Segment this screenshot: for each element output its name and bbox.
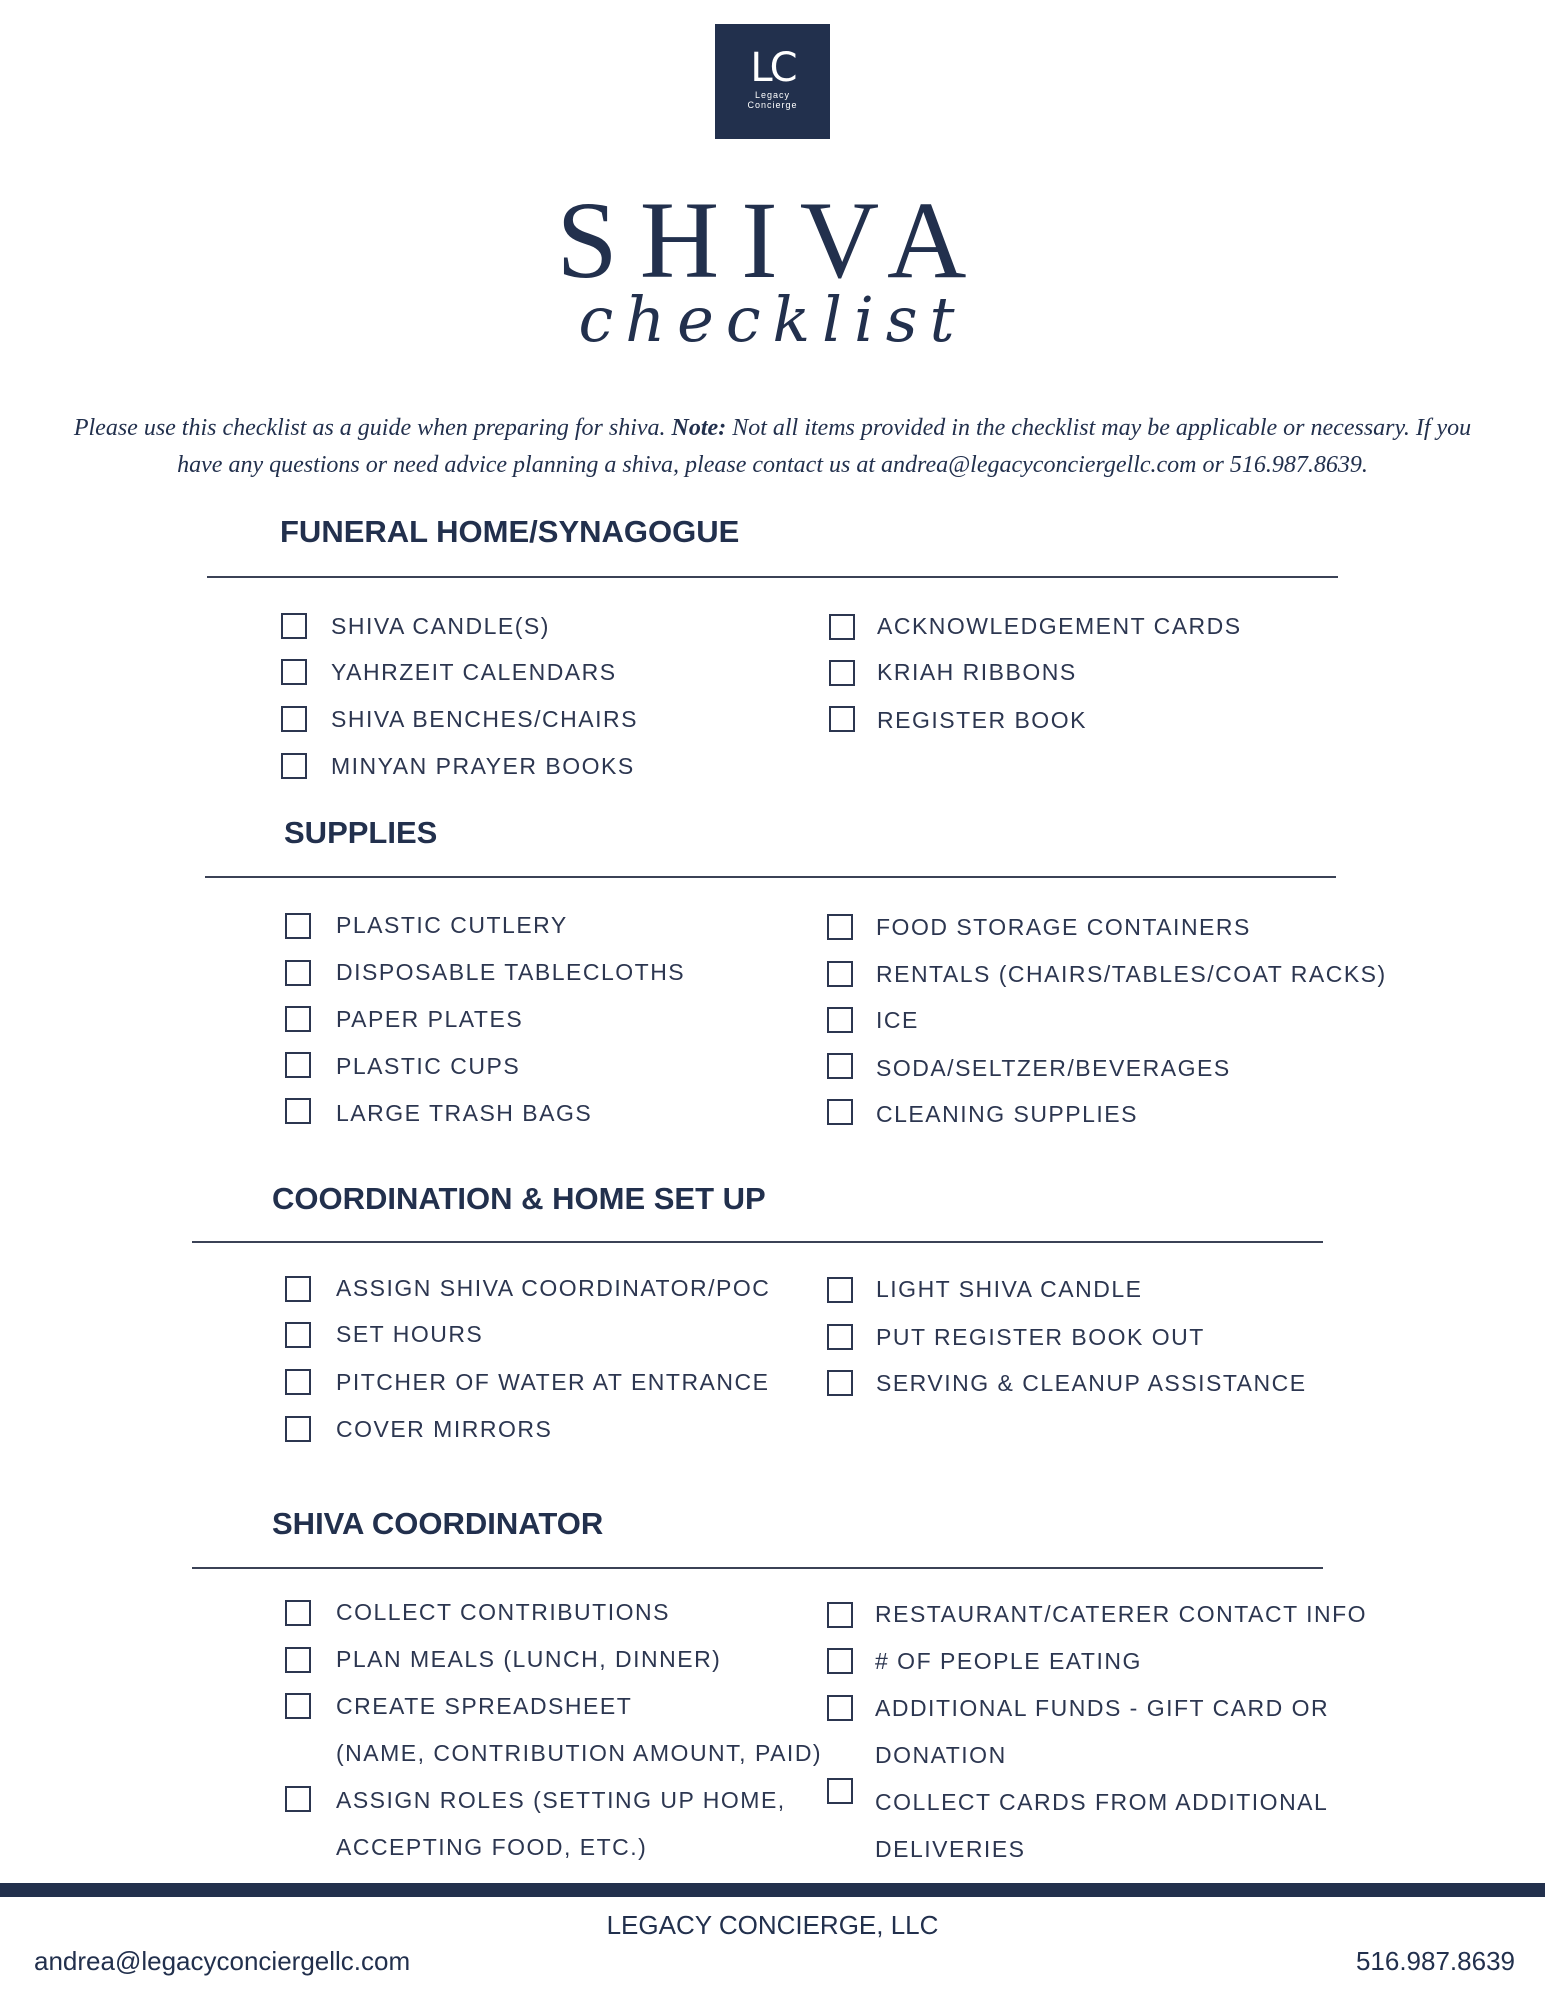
checklist-item: LARGE TRASH BAGS (336, 1100, 593, 1126)
logo (715, 24, 830, 139)
checkbox[interactable] (285, 1098, 311, 1124)
checklist-item: ICE (876, 1007, 919, 1033)
footer-email[interactable]: andrea@legacyconciergellc.com (34, 1946, 411, 1976)
section-title-coordinator: SHIVA COORDINATOR (272, 1506, 604, 1541)
checkbox[interactable] (285, 1693, 311, 1719)
checkbox[interactable] (829, 614, 855, 640)
section-title-coordination: COORDINATION & HOME SET UP (272, 1181, 766, 1216)
checkbox[interactable] (285, 913, 311, 939)
checkbox[interactable] (829, 706, 855, 732)
intro-part2: Not all items provided in the checklist may be applicable or necessary. If you have any questions or need advice planning a shiva, please contact us at andrea@legacyconciergellc.com or 516.987.8639. (177, 415, 1472, 478)
intro-part1: Please use this checklist as a guide when preparing for shiva. (73, 415, 672, 441)
logo-monogram: LC (750, 45, 795, 91)
checklist-item: SHIVA CANDLE(S) (331, 613, 550, 639)
checklist-item: RENTALS (CHAIRS/TABLES/COAT RACKS) (876, 961, 1387, 987)
section-title-supplies: SUPPLIES (284, 815, 438, 850)
section-divider (207, 576, 1338, 578)
logo-line1: Legacy (754, 90, 791, 100)
checkbox[interactable] (827, 1277, 853, 1303)
checkbox[interactable] (285, 1369, 311, 1395)
section-title-funeral: FUNERAL HOME/SYNAGOGUE (280, 514, 740, 549)
checklist-item: SHIVA BENCHES/CHAIRS (331, 706, 638, 732)
section-divider (192, 1241, 1323, 1243)
checklist-item-continuation: ACCEPTING FOOD, ETC.) (336, 1834, 648, 1860)
checkbox[interactable] (281, 613, 307, 639)
checkbox[interactable] (827, 961, 853, 987)
footer-bar (0, 1883, 1545, 1897)
checklist-item: YAHRZEIT CALENDARS (331, 659, 617, 685)
checkbox[interactable] (827, 914, 853, 940)
checkbox[interactable] (285, 1052, 311, 1078)
checkbox[interactable] (285, 1322, 311, 1348)
checkbox[interactable] (285, 960, 311, 986)
checklist-item: ASSIGN SHIVA COORDINATOR/POC (336, 1275, 771, 1301)
checkbox[interactable] (285, 1647, 311, 1673)
checklist-item: ACKNOWLEDGEMENT CARDS (877, 613, 1242, 639)
checklist-item: CREATE SPREADSHEET (336, 1693, 633, 1719)
page-title: SHIVA (556, 179, 989, 301)
checkbox[interactable] (285, 1006, 311, 1032)
checkbox[interactable] (827, 1370, 853, 1396)
checkbox[interactable] (827, 1602, 853, 1628)
checkbox[interactable] (827, 1648, 853, 1674)
footer-company: LEGACY CONCIERGE, LLC (606, 1910, 939, 1940)
checklist-item: COVER MIRRORS (336, 1416, 553, 1442)
checkbox[interactable] (829, 660, 855, 686)
checklist-item: DISPOSABLE TABLECLOTHS (336, 959, 686, 985)
checkbox[interactable] (281, 659, 307, 685)
checkbox[interactable] (827, 1778, 853, 1804)
checklist-item-continuation: (NAME, CONTRIBUTION AMOUNT, PAID) (336, 1740, 823, 1766)
logo-line2: Concierge (747, 100, 798, 110)
checklist-item: PITCHER OF WATER AT ENTRANCE (336, 1369, 770, 1395)
section-divider (192, 1567, 1323, 1569)
checklist-item-continuation: DELIVERIES (875, 1836, 1026, 1862)
checklist-item: CLEANING SUPPLIES (876, 1101, 1138, 1127)
checklist-item: LIGHT SHIVA CANDLE (876, 1276, 1143, 1302)
intro-text (55, 410, 1490, 484)
checklist-item: SODA/SELTZER/BEVERAGES (876, 1055, 1231, 1081)
checkbox[interactable] (827, 1099, 853, 1125)
intro-note-label: Note: (671, 415, 727, 441)
checklist-item: SET HOURS (336, 1321, 484, 1347)
checklist-item: ADDITIONAL FUNDS - GIFT CARD OR (875, 1695, 1330, 1721)
checklist-item: COLLECT CARDS FROM ADDITIONAL (875, 1789, 1329, 1815)
checklist-item: PLASTIC CUTLERY (336, 912, 568, 938)
checklist-item: # OF PEOPLE EATING (875, 1648, 1142, 1674)
checklist-item: RESTAURANT/CATERER CONTACT INFO (875, 1601, 1368, 1627)
checklist-item: COLLECT CONTRIBUTIONS (336, 1599, 670, 1625)
footer-phone[interactable]: 516.987.8639 (1355, 1946, 1515, 1976)
checklist-item: PAPER PLATES (336, 1006, 524, 1032)
checklist-item: PUT REGISTER BOOK OUT (876, 1324, 1205, 1350)
checklist-item: KRIAH RIBBONS (877, 659, 1077, 685)
checkbox[interactable] (285, 1416, 311, 1442)
page-subtitle: checklist (578, 283, 967, 356)
checklist-item: REGISTER BOOK (877, 707, 1087, 733)
checklist-item: SERVING & CLEANUP ASSISTANCE (876, 1370, 1307, 1396)
checkbox[interactable] (285, 1600, 311, 1626)
checkbox[interactable] (827, 1324, 853, 1350)
checkbox[interactable] (285, 1786, 311, 1812)
checkbox[interactable] (281, 753, 307, 779)
checkbox[interactable] (285, 1276, 311, 1302)
checkbox[interactable] (827, 1695, 853, 1721)
section-divider (205, 876, 1336, 878)
checklist-item: MINYAN PRAYER BOOKS (331, 753, 635, 779)
checklist-item: FOOD STORAGE CONTAINERS (876, 914, 1251, 940)
checklist-item: PLASTIC CUPS (336, 1053, 521, 1079)
checklist-item: PLAN MEALS (LUNCH, DINNER) (336, 1646, 722, 1672)
checklist-item-continuation: DONATION (875, 1742, 1007, 1768)
checkbox[interactable] (827, 1007, 853, 1033)
checkbox[interactable] (827, 1053, 853, 1079)
checklist-item: ASSIGN ROLES (SETTING UP HOME, (336, 1787, 786, 1813)
checkbox[interactable] (281, 706, 307, 732)
